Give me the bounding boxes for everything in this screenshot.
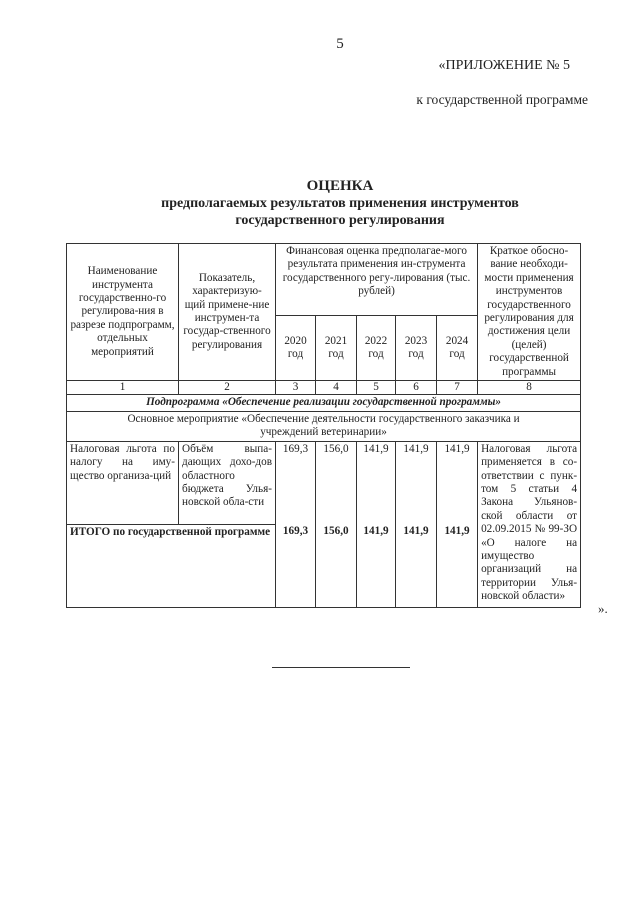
row-value-2024: 141,9: [437, 441, 478, 524]
row-value-2020: 169,3: [276, 441, 316, 524]
header-year-2022: 2022 год: [357, 316, 396, 381]
document-subtitle: [110, 195, 570, 229]
total-value-2024: 141,9: [437, 524, 478, 607]
subtitle-line-1: предполагаемых результатов применения инструментов: [161, 196, 519, 211]
total-value-2020: 169,3: [276, 524, 316, 607]
total-value-2021: 156,0: [316, 524, 357, 607]
column-number: 5: [357, 381, 396, 395]
header-financial-estimate: Финансовая оценка предполагае-мого результата применения ин-струмента государственного регу-лирования (тыс. рублей): [276, 244, 478, 316]
subprogram-title: Подпрограмма «Обеспечение реализации государственной программы»: [67, 395, 581, 411]
page-number: 5: [336, 36, 344, 52]
total-label: ИТОГО по государственной программе: [67, 524, 276, 607]
header-row-1: [67, 244, 581, 316]
data-row: [67, 441, 581, 524]
row-value-2021: 156,0: [316, 441, 357, 524]
column-number: 8: [478, 381, 581, 395]
total-value-2022: 141,9: [357, 524, 396, 607]
column-number: 1: [67, 381, 179, 395]
row-justification: Налоговая льгота применяется в со-ответствии с пунк-том 5 статьи 4 Закона Ульянов-ской области от 02.09.2015 № 99-ЗО «О налоге на имущество организаций на территории Улья-новской области»: [478, 441, 581, 607]
column-number: 3: [276, 381, 316, 395]
document-title: ОЦЕНКА: [306, 178, 374, 194]
main-activity-row: [67, 411, 581, 441]
subtitle-line-2: государственного регулирования: [235, 213, 445, 228]
column-numbers-row: [67, 381, 581, 395]
header-instrument-name: Наименование инструмента государственно-го регулирова-ния в разрезе подпрограмм, отдельных мероприятий: [67, 244, 179, 381]
appendix-reference: к государственной программе: [416, 92, 588, 107]
column-number: 7: [437, 381, 478, 395]
appendix-title: «ПРИЛОЖЕНИЕ № 5: [438, 58, 570, 73]
header-year-2020: 2020 год: [276, 316, 316, 381]
closing-quote-mark: ».: [598, 601, 608, 616]
end-separator-line: [272, 667, 410, 668]
row-value-2023: 141,9: [396, 441, 437, 524]
row-instrument: Налоговая льгота по налогу на иму-щество организа-ций: [67, 441, 179, 524]
total-value-2023: 141,9: [396, 524, 437, 607]
header-year-2023: 2023 год: [396, 316, 437, 381]
estimate-table: [66, 243, 581, 608]
main-activity-title: Основное мероприятие «Обеспечение деятельности государственного заказчика и учреждений ветеринарии»: [67, 411, 581, 441]
column-number: 6: [396, 381, 437, 395]
header-justification: Краткое обосно-вание необходи-мости применения инструментов государственного регулирования для достижения цели (целей) государственной программы: [478, 244, 581, 381]
subprogram-row: [67, 395, 581, 411]
header-indicator: Показатель, характеризую-щий примене-ние инструмен-та государ-ственного регулирования: [179, 244, 276, 381]
header-year-2024: 2024 год: [437, 316, 478, 381]
row-indicator: Объём выпа-дающих дохо-дов областного бюджета Улья-новской обла-сти: [179, 441, 276, 524]
row-value-2022: 141,9: [357, 441, 396, 524]
header-year-2021: 2021 год: [316, 316, 357, 381]
column-number: 4: [316, 381, 357, 395]
column-number: 2: [179, 381, 276, 395]
